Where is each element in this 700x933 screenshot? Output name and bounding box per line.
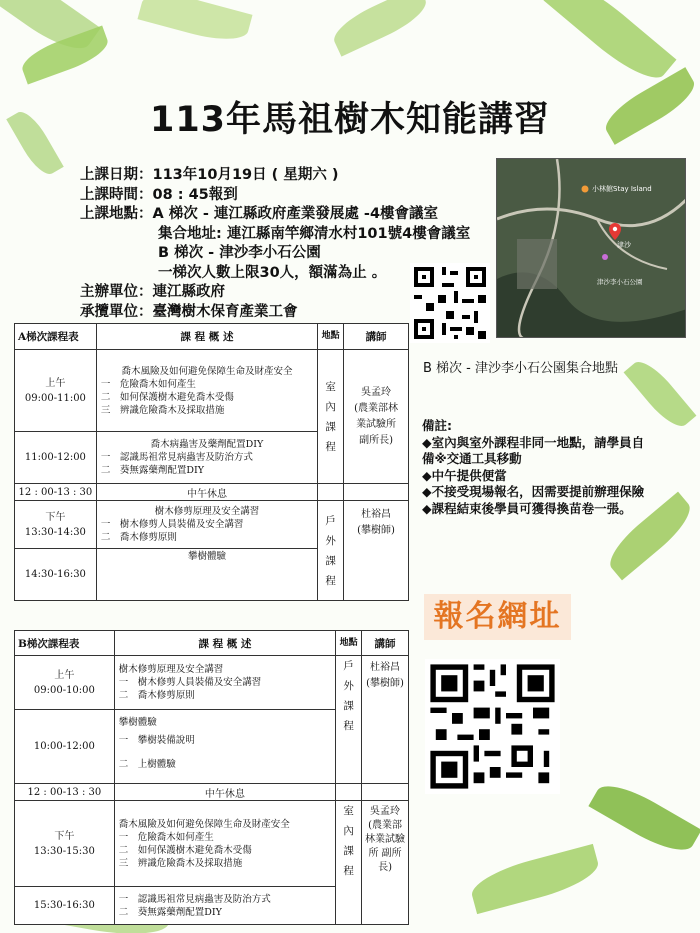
map-label-stay: 小林館Stay Island	[592, 185, 652, 193]
register-label: 報名網址	[424, 594, 571, 640]
notes	[422, 418, 644, 517]
session-block	[96, 432, 317, 484]
table-title: A梯次課程表	[15, 324, 97, 350]
note-item: ◆課程結束後學員可獲得換苗卷一張。	[422, 500, 632, 516]
map-label-park: 津沙李小石公園	[597, 278, 643, 286]
course-date: 上課日期：113年10月19日 ( 星期六 )	[80, 167, 339, 183]
session-title: 喬木風險及如何避免保障生命及財產安全	[121, 365, 293, 377]
session-block	[96, 549, 317, 601]
session-title: 喬木病蟲害及藥劑配置DIY	[150, 439, 264, 450]
session-title: 樹木修剪原理及安全講習	[118, 664, 224, 675]
time-slot: 下午 13:30-14:30	[15, 501, 97, 549]
leaf-decoration	[467, 844, 602, 914]
session-item: 二 葵無露藥劑配置DIY	[100, 465, 204, 476]
session-item: 二 如何保護樹木避免喬木受傷	[118, 844, 252, 856]
teacher-wu: 吳孟玲 (農業部 林業試驗 所 副所 長)	[362, 801, 409, 925]
teacher-du: 杜裕昌 (攀樹師)	[362, 656, 409, 784]
time-slot: 上午 09:00-10:00	[15, 656, 115, 710]
note-item: 備※交通工具移動	[422, 451, 522, 466]
notes-heading: 備註:	[422, 418, 452, 433]
time-slot: 11:00-12:00	[15, 432, 97, 484]
session-title: 攀樹體驗	[187, 551, 226, 562]
header-overview: 課 程 概 述	[96, 324, 317, 350]
register-qr-code[interactable]	[425, 659, 560, 794]
place-indoor: 室內課程	[336, 801, 362, 925]
lunch-break: 中午休息	[114, 784, 335, 801]
session-item: 二 葵無露藥劑配置DIY	[118, 906, 222, 918]
session-item: 三 辨識危險喬木及採取措施	[118, 857, 243, 869]
session-item: 一 認識馬祖常見病蟲害及防治方式	[118, 893, 271, 905]
session-block	[96, 350, 317, 432]
session-item: 一 攀樹裝備說明	[118, 735, 195, 746]
header-teacher: 講師	[362, 631, 409, 656]
time-slot: 15:30-16:30	[15, 887, 115, 925]
qr-code-icon	[410, 263, 490, 343]
session-block	[114, 656, 335, 710]
session-item: 二 喬木修剪原則	[118, 690, 195, 701]
session-item: 一 危險喬木如何產生	[118, 831, 214, 843]
session-title: 樹木修剪原理及安全講習	[154, 506, 260, 517]
place-outdoor: 戶外課程	[318, 501, 344, 601]
session-title: 喬木風險及如何避免保障生命及財產安全	[118, 818, 290, 830]
session-block	[114, 887, 335, 925]
course-time: 上課時間：08 : 45報到	[80, 186, 238, 203]
session-title: 攀樹體驗	[118, 717, 157, 728]
lunch-time: 12 : 00-13 : 30	[15, 484, 97, 501]
session-item: 一 樹木修剪人員裝備及安全講習	[118, 677, 262, 688]
qr-code-icon	[425, 659, 560, 794]
note-item: ◆中午提供便當	[422, 467, 507, 483]
organizer-unit: 承攬單位：臺灣樹木保育產業工會	[80, 303, 298, 320]
time-slot: 下午 13:30-15:30	[15, 801, 115, 887]
header-teacher: 講師	[344, 324, 409, 350]
course-place-a: 上課地點：A 梯次 - 連江縣政府產業發展處 -4樓會議室	[80, 206, 439, 222]
session-block	[114, 801, 335, 887]
table-title: B梯次課程表	[15, 631, 115, 656]
page-title: 113年馬祖樹木知能講習	[149, 100, 551, 140]
teacher-wu: 吳孟玲 (農業部林 業試驗所 副所長)	[344, 350, 409, 484]
session-item: 二 如何保護樹木避免喬木受傷	[100, 391, 234, 403]
time-slot: 上午 09:00-11:00	[15, 350, 97, 432]
session-item: 三 辨識危險喬木及採取措施	[100, 404, 225, 416]
place-outdoor: 戶外課程	[336, 656, 362, 784]
time-slot: 10:00-12:00	[15, 710, 115, 784]
map-caption: B 梯次 - 津沙李小石公園集合地點	[423, 361, 619, 376]
leaf-decoration	[137, 0, 252, 48]
map-label-jinsha: 津沙	[617, 241, 631, 249]
header-overview: 課 程 概 述	[114, 631, 335, 656]
map-qr-code[interactable]	[410, 263, 490, 343]
note-item: ◆不接受現場報名，因需要提前辦理保險	[422, 484, 645, 499]
note-item: ◆室內與室外課程非同一地點，請學員自	[422, 434, 645, 450]
header-place: 地點	[336, 631, 362, 656]
header-place: 地點	[318, 324, 344, 350]
session-item: 一 認識馬祖常見病蟲害及防治方式	[100, 452, 253, 463]
capacity-limit: 一梯次人數上限30人，額滿為止 。	[158, 264, 387, 281]
place-indoor: 室內課程	[318, 350, 344, 484]
leaf-decoration	[588, 775, 700, 861]
session-block	[96, 501, 317, 549]
time-slot: 14:30-16:30	[15, 549, 97, 601]
location-map[interactable]	[496, 158, 686, 338]
schedule-table-a	[14, 323, 409, 601]
assembly-address: 集合地址: 連江縣南竿鄉清水村101號4樓會議室	[158, 225, 471, 242]
leaf-decoration	[544, 0, 677, 90]
lunch-time: 12 : 00-13 : 30	[15, 784, 115, 801]
teacher-du: 杜裕昌 (攀樹師)	[344, 501, 409, 601]
session-item: 二 喬木修剪原則	[100, 532, 177, 543]
host-unit: 主辦單位：連江縣政府	[80, 284, 225, 300]
lunch-break: 中午休息	[96, 484, 317, 501]
session-item: 一 樹木修剪人員裝備及安全講習	[100, 519, 244, 530]
session-block	[114, 710, 335, 784]
schedule-table-b	[14, 630, 409, 925]
leaf-decoration	[328, 0, 432, 57]
session-item: 二 上樹體驗	[118, 759, 176, 770]
session-item: 一 危險喬木如何產生	[100, 378, 196, 390]
course-place-b: B 梯次 - 津沙李小石公園	[158, 245, 321, 261]
